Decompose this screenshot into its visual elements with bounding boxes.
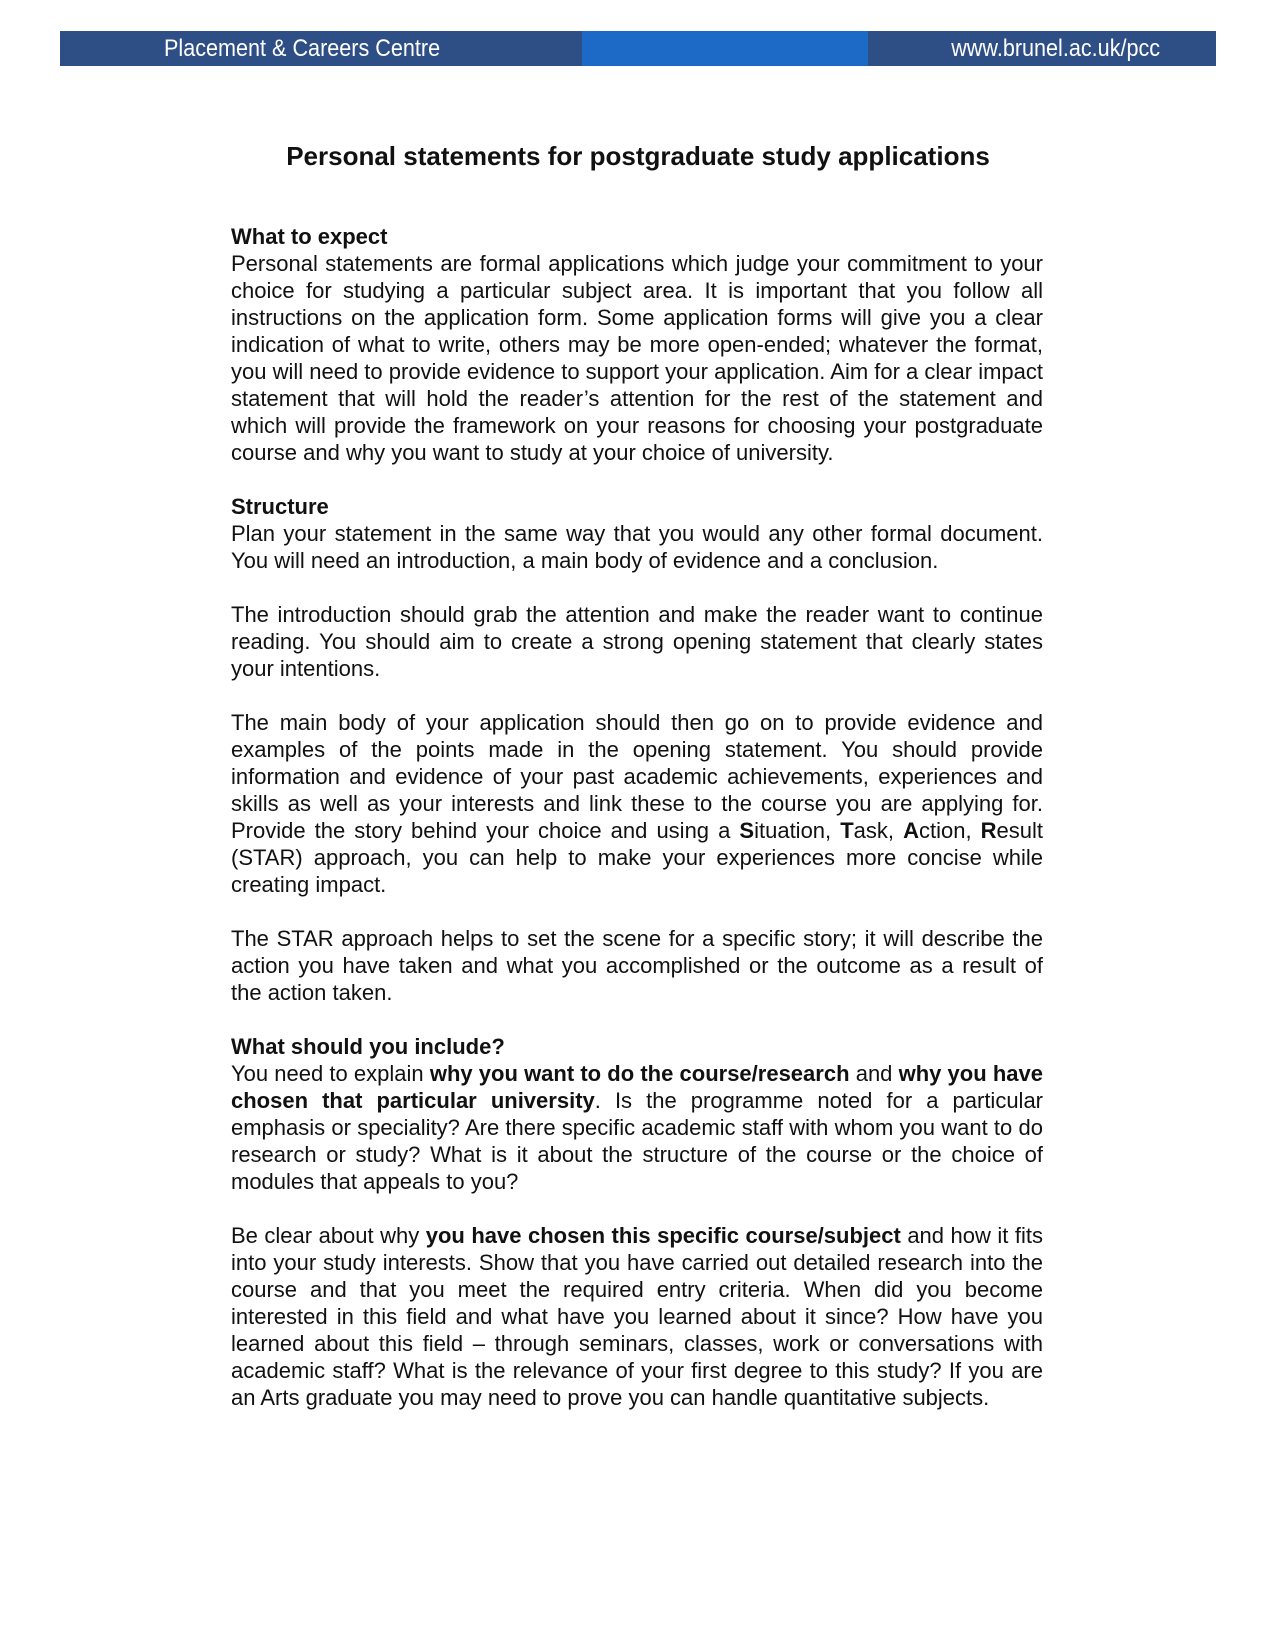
header-centre-name: Placement & Careers Centre — [164, 35, 441, 62]
paragraph-structure-plan: Plan your statement in the same way that you would any other formal document. You will need an introduction, a main body of evidence and a conclusion. — [231, 521, 1043, 573]
paragraph-include-course-choice: Be clear about why you have chosen this specific course/subject and how it fits into your study interests. Show that you have carried out detailed research into the course and that you meet the required entry criteria. When did you become interested in this field and what have you learned about it since? How have you learned about this field – through seminars, classes, work or conversations with academic staff? What is the relevance of your first degree to this study? If you are an Arts graduate you may need to prove you can handle quantitative subjects. — [231, 1223, 1043, 1410]
header-bar — [60, 31, 1216, 66]
section-heading-what-to-expect: What to expect — [231, 224, 388, 249]
paragraph-structure-star: The STAR approach helps to set the scene for a specific story; it will describe the action you have taken and what you accomplished or the outcome as a result of the action taken. — [231, 926, 1043, 1005]
paragraph-what-to-expect: Personal statements are formal applications which judge your commitment to your choice for studying a particular subject area. It is important that you follow all instructions on the application form. Some application forms will give you a clear indication of what to write, others may be more open-ended; whatever the format, you will need to provide evidence to support your application. Aim for a clear impact statement that will hold the reader’s attention for the rest of the statement and which will provide the framework on your reasons for choosing your postgraduate course and why you want to study at your choice of university. — [231, 251, 1043, 465]
paragraph-include-reasons: You need to explain why you want to do the course/research and why you have chosen that particular university. Is the programme noted for a particular emphasis or speciality? Are there specific academic staff with whom you want to do research or study? What is it about the structure of the course or the choice of modules that appeals to you? — [231, 1061, 1044, 1194]
header-middle-panel — [582, 31, 868, 66]
header-right-panel — [868, 31, 1216, 66]
document-body — [231, 223, 1043, 1438]
header-left-panel — [60, 31, 582, 66]
paragraph-structure-main-body: The main body of your application should then go on to provide evidence and examples of the points made in the opening statement. You should provide information and evidence of your past academic achievements, experiences and skills as well as your interests and link these to the course you are applying for. Provide the story behind your choice and using a Situation, Task, Action, Result (STAR) approach, you can help to make your experiences more concise while creating impact. — [231, 710, 1044, 897]
header-website-url[interactable]: www.brunel.ac.uk/pcc — [951, 35, 1160, 62]
paragraph-structure-introduction: The introduction should grab the attention and make the reader want to continue reading. You should aim to create a strong opening statement that clearly states your intentions. — [231, 602, 1043, 681]
document-title: Personal statements for postgraduate study applications — [286, 141, 990, 171]
section-heading-structure: Structure — [231, 494, 329, 519]
section-heading-what-to-include: What should you include? — [231, 1034, 505, 1059]
